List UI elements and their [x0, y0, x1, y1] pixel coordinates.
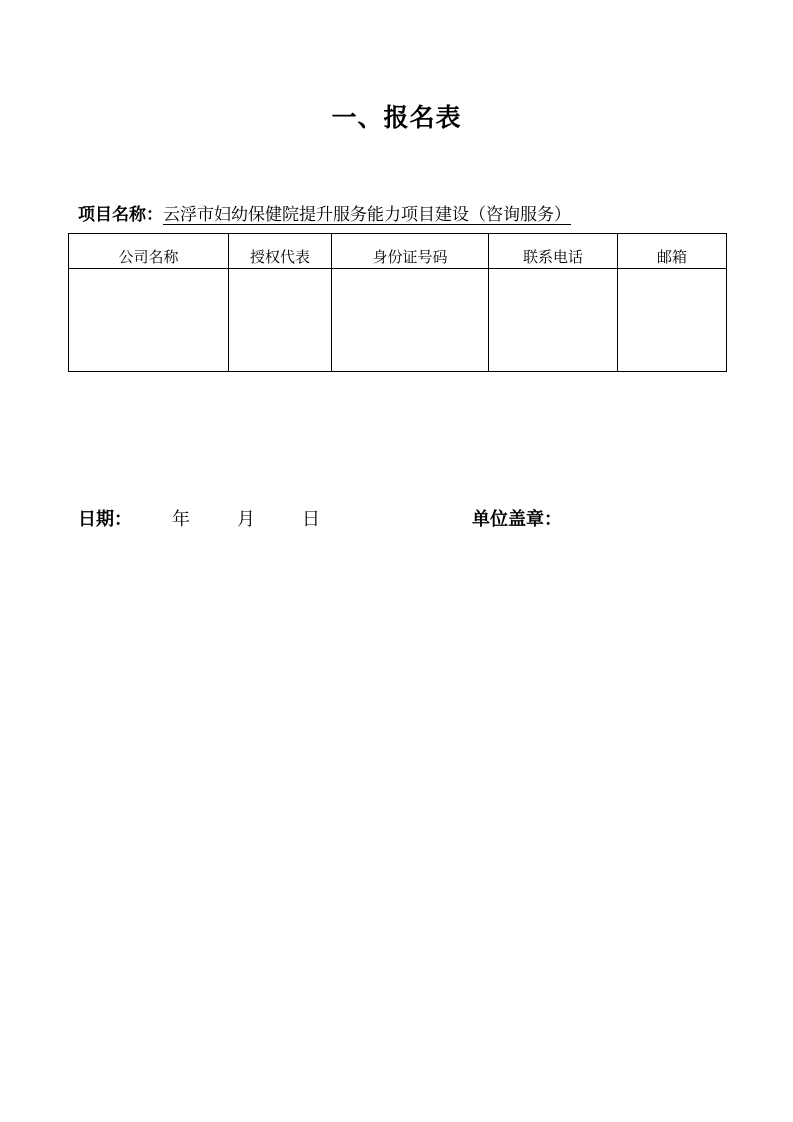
table-row: [69, 269, 727, 372]
table-header-row: [69, 234, 727, 269]
cell-phone[interactable]: [489, 269, 618, 372]
cell-id-number[interactable]: [332, 269, 489, 372]
page-title: 一、报名表: [331, 103, 462, 132]
cell-company-name[interactable]: [69, 269, 229, 372]
header-email: 邮箱: [618, 234, 727, 269]
header-id-number: 身份证号码: [332, 234, 489, 269]
project-name-line: [78, 200, 571, 225]
project-name-value: 云浮市妇幼保健院提升服务能力项目建设（咨询服务）: [163, 205, 571, 225]
day-unit: 日: [302, 509, 320, 530]
seal-label: 单位盖章：: [472, 509, 562, 530]
date-label: 日期：: [78, 509, 132, 530]
header-phone: 联系电话: [489, 234, 618, 269]
year-unit: 年: [172, 509, 190, 530]
cell-email[interactable]: [618, 269, 727, 372]
header-authorized-rep: 授权代表: [229, 234, 332, 269]
registration-table: [68, 233, 727, 372]
month-unit: 月: [237, 509, 255, 530]
project-name-label: 项目名称：: [78, 205, 163, 225]
header-company-name: 公司名称: [69, 234, 229, 269]
cell-authorized-rep[interactable]: [229, 269, 332, 372]
